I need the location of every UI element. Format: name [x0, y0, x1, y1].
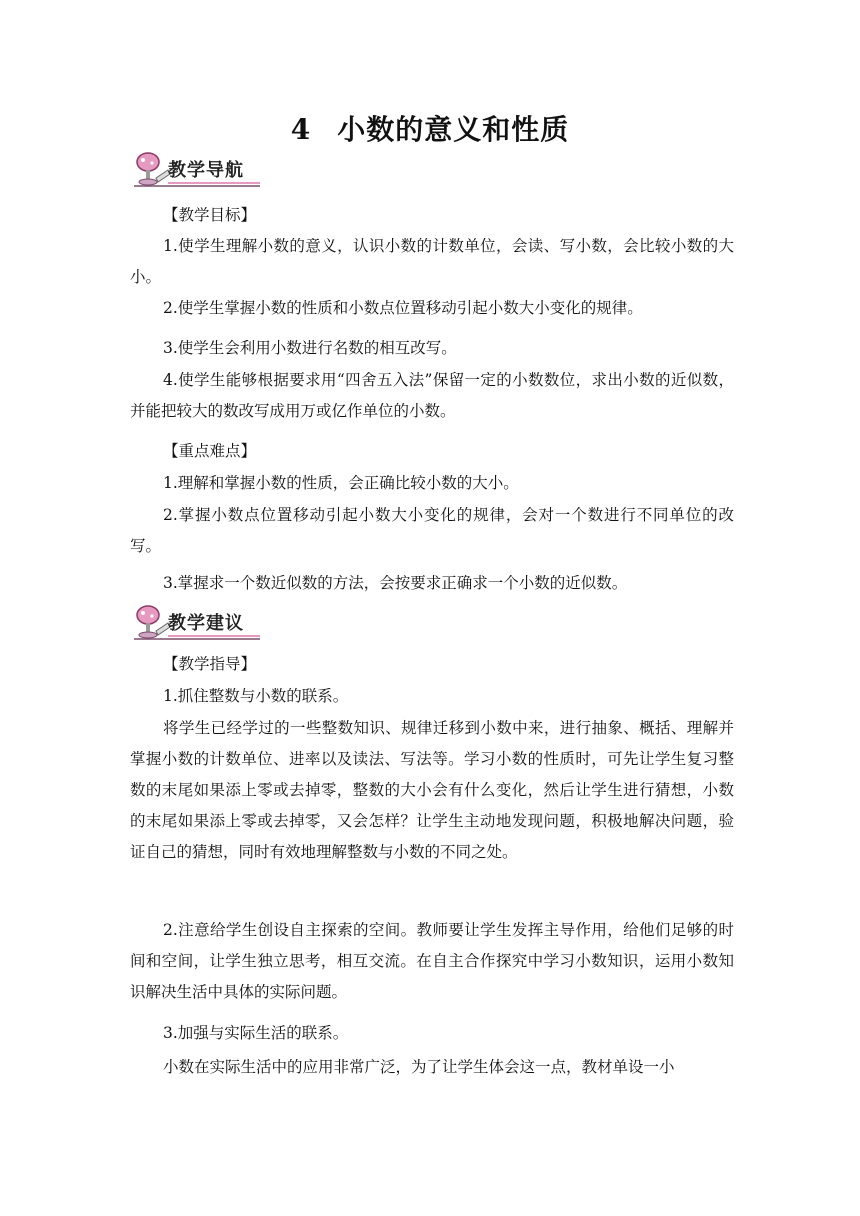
key-point-item: 1.理解和掌握小数的性质，会正确比较小数的大小。	[163, 474, 519, 492]
guide-item: 2.注意给学生创设自主探索的空间。教师要让学生发挥主导作用，给他们足够的时间和空间，让学生独立思考，相互交流。在自主合作探究中学习小数知识，运用小数知识解决生活中具体的实际问题。	[130, 921, 734, 1001]
goal-item: 1.使学生理解小数的意义，认识小数的计数单位，会读、写小数，会比较小数的大小。	[130, 237, 734, 286]
guide-heading: 【教学指导】	[163, 655, 257, 673]
guide-item: 3.加强与实际生活的联系。	[163, 1024, 349, 1042]
key-points-heading: 【重点难点】	[163, 442, 257, 460]
goal-item: 4.使学生能够根据要求用“四舍五入法”保留一定的小数数位，求出小数的近似数，并能把较大的数改写成用万或亿作单位的小数。	[130, 371, 734, 420]
key-point-item: 3.掌握求一个数近似数的方法，会按要求正确求一个小数的近似数。	[163, 574, 628, 592]
guide-paragraph: 小数在实际生活中的应用非常广泛，为了让学生体会这一点，教材单设一小	[163, 1058, 675, 1076]
guide-item: 1.抓住整数与小数的联系。	[163, 687, 349, 705]
goal-item: 2.使学生掌握小数的性质和小数点位置移动引起小数大小变化的规律。	[163, 299, 643, 317]
goals-heading: 【教学目标】	[163, 206, 257, 224]
goal-item: 3.使学生会利用小数进行名数的相互改写。	[163, 339, 457, 357]
page-title	[0, 108, 860, 148]
section-heading: 教学建议	[168, 613, 244, 634]
section-header-teaching-nav	[128, 150, 268, 190]
key-point-item: 2.掌握小数点位置移动引起小数大小变化的规律，会对一个数进行不同单位的改写。	[130, 506, 734, 555]
title-text: 小数的意义和性质	[337, 113, 570, 146]
guide-paragraph: 将学生已经学过的一些整数知识、规律迁移到小数中来，进行抽象、概括、理解并掌握小数的计数单位、进率以及读法、写法等。学习小数的性质时，可先让学生复习整数的末尾如果添上零或去掉零，整数的大小会有什么变化，然后让学生进行猜想，小数的末尾如果添上零或去掉零，又会怎样？让学生主动地发现问题，积极地解决问题，验证自己的猜想，同时有效地理解整数与小数的不同之处。	[130, 719, 734, 861]
section-heading: 教学导航	[168, 160, 244, 181]
section-header-teaching-advice	[128, 603, 268, 643]
title-number: 4	[290, 113, 312, 146]
